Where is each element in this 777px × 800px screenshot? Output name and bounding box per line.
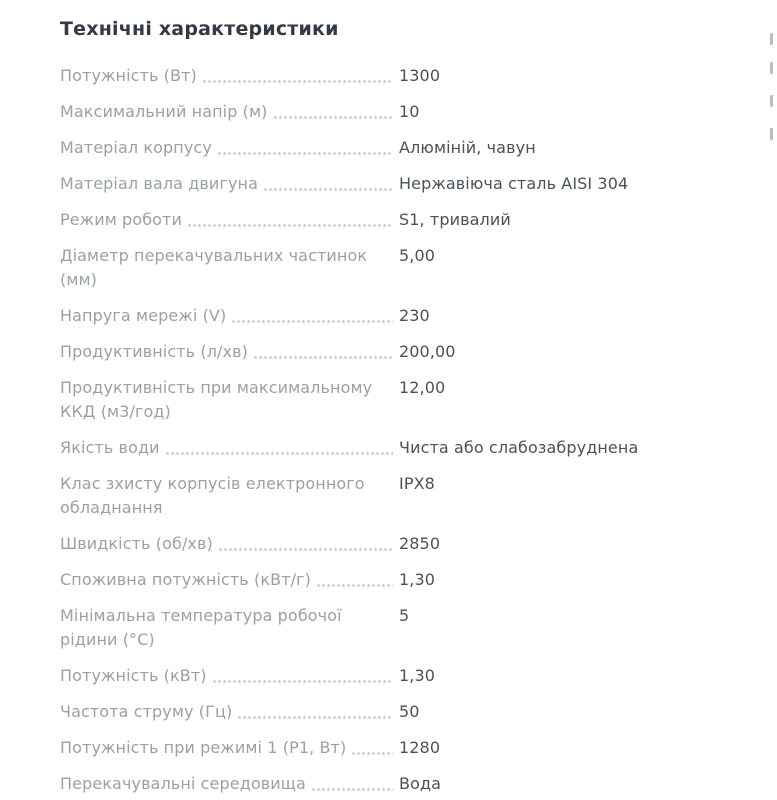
spec-value: Чиста або слабозабруднена <box>399 438 639 457</box>
dotted-leader <box>202 80 393 83</box>
dotted-leader <box>311 788 393 791</box>
dotted-leader <box>237 716 393 719</box>
spec-row-left <box>60 64 397 88</box>
spec-row-left <box>60 568 397 592</box>
spec-row-left <box>60 436 397 460</box>
spec-label: Споживна потужність (кВт/г) <box>60 570 311 589</box>
spec-value: 1280 <box>399 738 441 757</box>
spec-value: 5,00 <box>399 246 436 265</box>
dotted-leader <box>263 188 393 191</box>
spec-value: Нержавіюча сталь AISI 304 <box>399 174 629 193</box>
spec-label: Потужність (Вт) <box>60 66 197 85</box>
spec-row <box>60 208 767 232</box>
spec-row-left <box>60 208 397 232</box>
dotted-leader <box>212 680 393 683</box>
spec-value: 200,00 <box>399 342 456 361</box>
spec-row <box>60 568 767 592</box>
spec-row <box>60 604 767 652</box>
spec-value: 2850 <box>399 534 441 553</box>
spec-row <box>60 436 767 460</box>
spec-row-left <box>60 664 397 688</box>
spec-label: Якість води <box>60 438 160 457</box>
spec-value: IPX8 <box>399 474 435 493</box>
spec-label: Матеріал вала двигуна <box>60 174 258 193</box>
dotted-leader <box>217 152 393 155</box>
spec-label: Продуктивність (л/хв) <box>60 342 248 361</box>
spec-value: 1300 <box>399 66 441 85</box>
cropped-edge-widgets <box>767 0 777 200</box>
cropped-icon-fragment[interactable] <box>770 33 773 45</box>
dotted-leader <box>253 356 393 359</box>
spec-label: Максимальний напір (м) <box>60 102 268 121</box>
dotted-leader <box>316 584 393 587</box>
spec-label: Клас зхисту корпусів електронного обладнання <box>60 474 365 517</box>
spec-label: Частота струму (Гц) <box>60 702 233 721</box>
spec-value: 1,30 <box>399 570 436 589</box>
dotted-leader <box>231 320 393 323</box>
spec-row <box>60 340 767 364</box>
spec-label: Режим роботи <box>60 210 182 229</box>
spec-row-left <box>60 100 397 124</box>
dotted-leader <box>218 548 393 551</box>
section-title: Технічні характеристики <box>60 18 339 40</box>
spec-label: Потужність при режимі 1 (P1, Вт) <box>60 738 347 757</box>
spec-label: Продуктивність при максимальному ККД (м3/год) <box>60 378 373 421</box>
spec-row <box>60 700 767 724</box>
cropped-icon-fragment[interactable] <box>770 128 773 140</box>
spec-row-left <box>60 700 397 724</box>
dotted-leader <box>273 116 393 119</box>
spec-row-left <box>60 772 397 796</box>
spec-value: Вода <box>399 774 442 793</box>
cropped-icon-fragment[interactable] <box>770 95 773 107</box>
spec-value: 50 <box>399 702 420 721</box>
spec-row <box>60 100 767 124</box>
cropped-icon-fragment[interactable] <box>770 62 773 74</box>
dotted-leader <box>165 452 393 455</box>
spec-row-left <box>60 136 397 160</box>
spec-value: 1,30 <box>399 666 436 685</box>
spec-value: Алюміній, чавун <box>399 138 536 157</box>
spec-row-left <box>60 244 397 292</box>
spec-row <box>60 532 767 556</box>
spec-row-left <box>60 304 397 328</box>
spec-row-left <box>60 340 397 364</box>
spec-row <box>60 376 767 424</box>
spec-label: Діаметр перекачувальних частинок (мм) <box>60 246 368 289</box>
spec-label: Напруга мережі (V) <box>60 306 227 325</box>
spec-row-left <box>60 532 397 556</box>
spec-row <box>60 472 767 520</box>
spec-row <box>60 136 767 160</box>
spec-row-left <box>60 472 397 520</box>
spec-row <box>60 172 767 196</box>
spec-label: Мінімальна температура робочої рідини (°С) <box>60 606 342 649</box>
spec-row <box>60 304 767 328</box>
spec-label: Потужність (кВт) <box>60 666 207 685</box>
spec-value: S1, тривалий <box>399 210 511 229</box>
spec-row <box>60 64 767 88</box>
spec-row <box>60 244 767 292</box>
spec-label: Перекачувальні середовища <box>60 774 306 793</box>
spec-row <box>60 736 767 760</box>
dotted-leader <box>187 224 393 227</box>
spec-value: 10 <box>399 102 420 121</box>
spec-row-left <box>60 172 397 196</box>
spec-row <box>60 664 767 688</box>
spec-label: Матеріал корпусу <box>60 138 212 157</box>
spec-label: Швидкість (об/хв) <box>60 534 213 553</box>
spec-list <box>60 64 767 796</box>
spec-value: 12,00 <box>399 378 446 397</box>
spec-row <box>60 772 767 796</box>
spec-row-left <box>60 376 397 424</box>
spec-row-left <box>60 736 397 760</box>
dotted-leader <box>351 752 393 755</box>
spec-value: 5 <box>399 606 410 625</box>
spec-row-left <box>60 604 397 652</box>
spec-value: 230 <box>399 306 430 325</box>
